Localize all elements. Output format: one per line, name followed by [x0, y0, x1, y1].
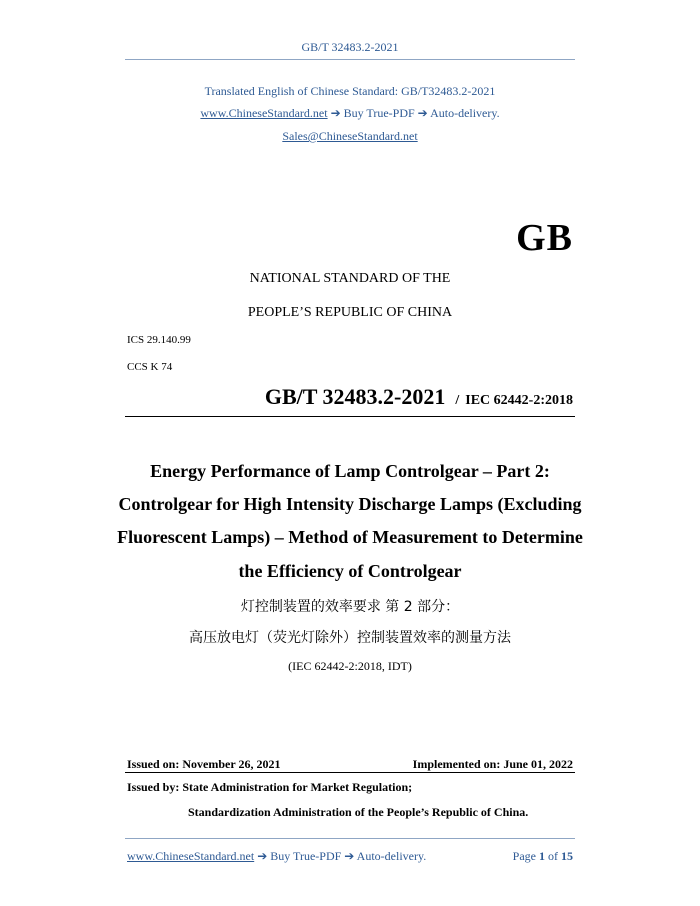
ccs-code: CCS K 74: [127, 361, 173, 373]
header-rule: [125, 59, 575, 60]
page-total: 15: [561, 849, 573, 863]
site-link[interactable]: www.ChineseStandard.net: [200, 106, 328, 120]
footer-purchase-line: [127, 849, 426, 864]
email-link[interactable]: Sales@ChineseStandard.net: [282, 129, 418, 143]
footer-site-link[interactable]: www.ChineseStandard.net: [127, 849, 255, 863]
page-number: 1: [539, 849, 545, 863]
purchase-line: [0, 106, 700, 121]
ics-code: ICS 29.140.99: [127, 334, 191, 346]
purchase-text: ➔ Buy True-PDF ➔ Auto-delivery.: [327, 106, 500, 120]
header-title: GB/T 32483.2-2021: [301, 40, 399, 54]
standard-number-rule: [125, 416, 575, 417]
implemented-on: Implemented on: June 01, 2022: [412, 757, 573, 771]
page-label: Page: [512, 849, 539, 863]
title-line-1: Energy Performance of Lamp Controlgear – Part 2:: [150, 461, 550, 481]
standard-number: [265, 384, 573, 410]
title-line-2: Controlgear for High Intensity Discharge Lamps (Excluding: [118, 494, 582, 514]
issue-rule: [125, 772, 575, 773]
footer-rule: [125, 838, 575, 839]
of-label: of: [545, 849, 561, 863]
issued-on: Issued on: November 26, 2021: [127, 757, 281, 771]
translation-line: Translated English of Chinese Standard: GB/T32483.2-2021: [204, 84, 496, 98]
chinese-title-line-2: 高压放电灯（荧光灯除外）控制装置效率的测量方法: [189, 630, 511, 646]
issued-by: Issued by: State Administration for Market Regulation;: [127, 780, 413, 794]
number-separator: /: [455, 393, 460, 408]
chinese-title-line-1: 灯控制装置的效率要求 第 2 部分：: [240, 599, 460, 615]
gb-logo: GB: [516, 217, 573, 259]
idt-reference: (IEC 62442-2:2018, IDT): [288, 659, 412, 673]
email-line: [0, 129, 700, 144]
national-standard-line1: NATIONAL STANDARD OF THE: [249, 271, 451, 286]
page-indicator: [513, 849, 573, 864]
national-standard-line2: PEOPLE’S REPUBLIC OF CHINA: [247, 305, 453, 320]
gb-number: GB/T 32483.2-2021: [264, 384, 446, 409]
footer-purchase-text: ➔ Buy True-PDF ➔ Auto-delivery.: [254, 849, 427, 863]
title-line-4: the Efficiency of Controlgear: [238, 561, 462, 581]
iec-number: IEC 62442-2:2018: [465, 393, 573, 408]
issued-by-line-2: Standardization Administration of the People’s Republic of China.: [188, 805, 529, 819]
title-line-3: Fluorescent Lamps) – Method of Measurement to Determine: [117, 527, 583, 547]
